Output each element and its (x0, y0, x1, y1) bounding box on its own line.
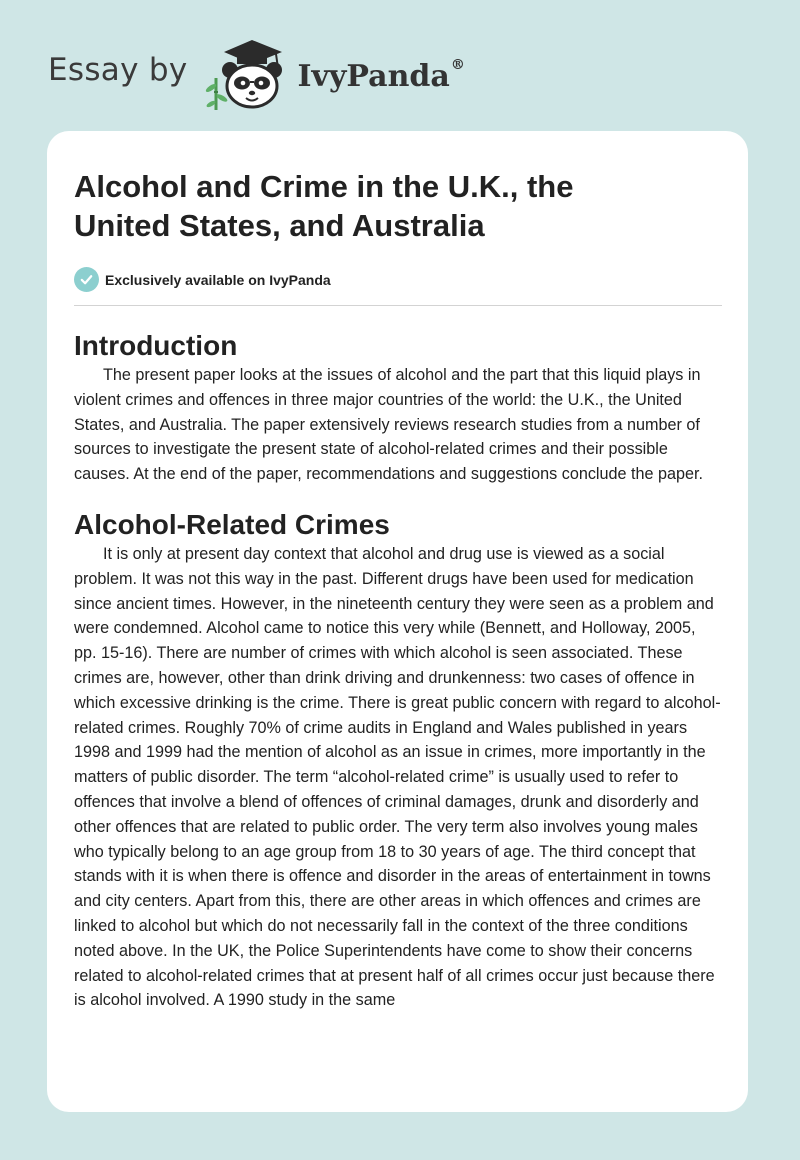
section-heading-alcohol-related-crimes: Alcohol-Related Crimes (74, 508, 390, 540)
brand-name[interactable] (297, 56, 465, 94)
section-heading-introduction: Introduction (74, 330, 238, 361)
essay-card (47, 131, 748, 1112)
panda-logo-icon[interactable] (202, 34, 294, 114)
essay-title: Alcohol and Crime in the U.K., the United States, and Australia (74, 169, 574, 243)
registered-mark: ® (450, 56, 465, 73)
exclusive-badge (74, 267, 722, 306)
alcohol-related-crimes-paragraph: It is only at present day context that alcohol and drug use is viewed as a social problem. It was not this way in the past. Different drugs have been used for medication since ancient times. However, in the nineteenth century they were seen as a problem and were condemned. Alcohol came to notice this very while (Bennett, and Holloway, 2005, pp. 15-16). There are number of crimes with which alcohol is seen associated. These crimes are, however, other than drink driving and drunkenness: two cases of offence in which excessive drinking is the crime. There is great public concern with regard to alcohol-related crimes. Roughly 70% of crime audits in England and Wales published in years 1998 and 1999 had the mention of alcohol as an issue in crimes, more importantly in the matters of public disorder. The term “alcohol-related crime” is usually used to refer to offences that involve a blend of offences of criminal damages, drunk and disorderly and other offences that are related to public order. The very term also involves young males who typically belong to an age group from 18 to 30 years of age. The third concept that stands with it is when there is offence and disorder in the areas of entertainment in towns and city centers. Apart from this, there are other areas in which offences and crimes are linked to alcohol but which do not necessarily fall in the context of the three conditions noted above. In the UK, the Police Superintendents have come to show their concerns related to alcohol-related crimes that at present half of all crimes occur just because there is alcohol involved. A 1990 study in the same (74, 544, 721, 1010)
exclusive-badge-label: Exclusively available on IvyPanda (105, 271, 331, 288)
site-header (48, 34, 465, 114)
brand-name-text: IvyPanda (297, 58, 450, 94)
introduction-paragraph: The present paper looks at the issues of alcohol and the part that this liquid plays in violent crimes and offences in three major countries of the world: the U.K., the United States, and Australia. The paper extensively reviews research studies from a number of sources to investigate the present state of alcohol-related crimes and their possible causes. At the end of the paper, recommendations and suggestions conclude the paper. (74, 366, 704, 484)
checkmark-icon (74, 267, 99, 292)
essay-by-label: Essay by (48, 52, 188, 88)
